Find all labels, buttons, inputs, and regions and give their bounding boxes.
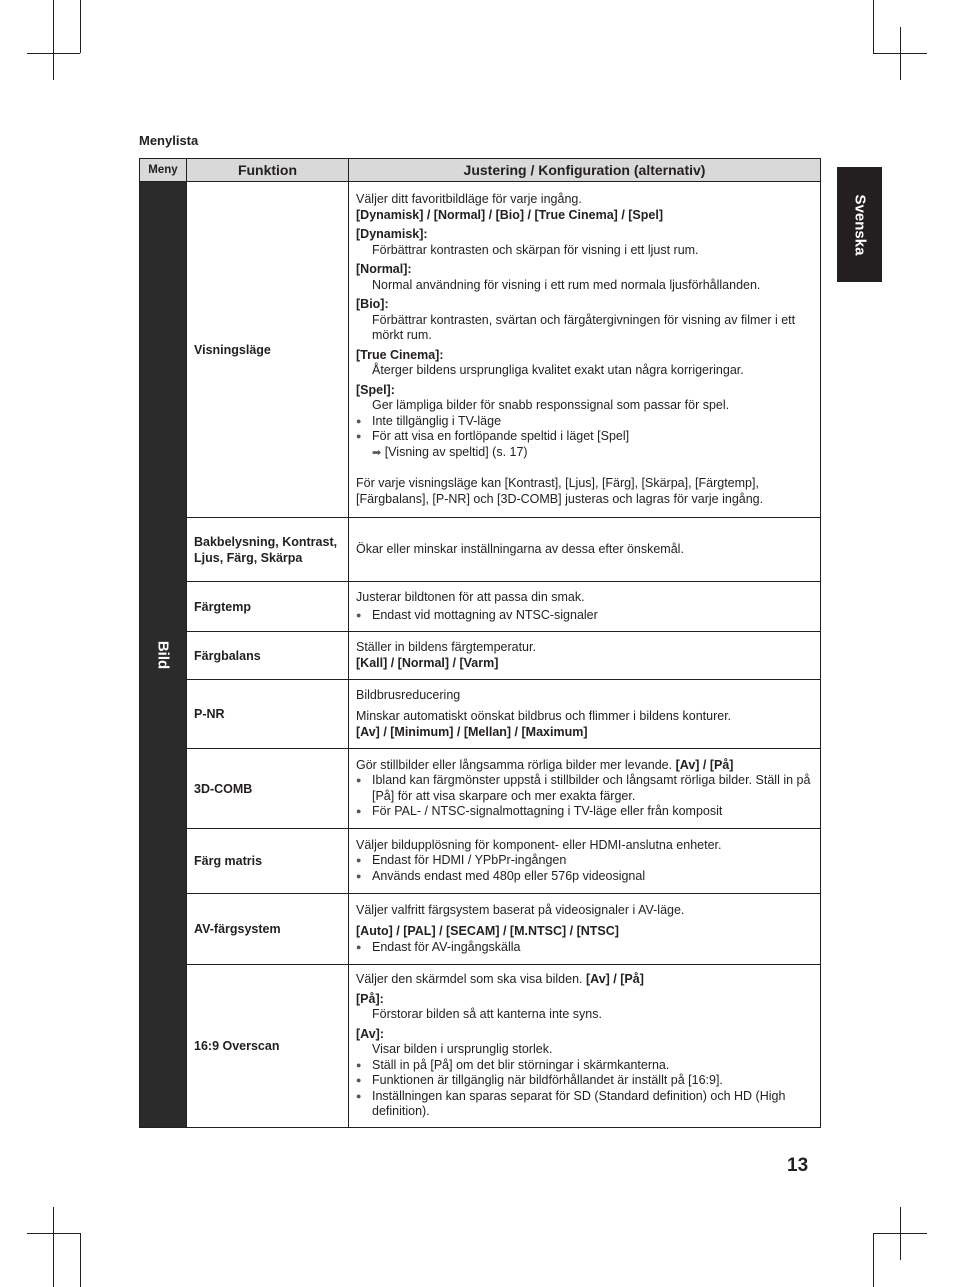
function-name: P-NR [187,680,349,749]
note-item: ● Endast för HDMI / YPbPr-ingången [356,853,813,869]
option-text: Återger bildens ursprungliga kvalitet exakt utan några korrigeringar. [372,363,744,377]
arrow-right-icon: ➡ [372,446,382,459]
description-text: Väljer bildupplösning för komponent- eller HDMI-anslutna enheter. [356,837,722,852]
options-text: [Kall] / [Normal] / [Varm] [356,655,499,670]
table-row [140,965,821,1128]
function-description [349,680,821,749]
crop-mark [873,53,927,54]
crop-mark [873,1233,874,1287]
function-description [349,894,821,965]
crop-mark [80,1233,81,1287]
table-row [140,894,821,965]
header-menu [140,159,187,182]
function-name: 3D-COMB [187,749,349,829]
section-title: Menylista [139,133,199,148]
table-row [140,680,821,749]
table-row [140,582,821,632]
note-item: ● Ibland kan färgmönster uppstå i stillbilder och långsamt rörliga bilder. Ställ in på [På] för att visa skarpare och mer exakta färger. [356,773,813,804]
note-item: ● Endast vid mottagning av NTSC-signaler [356,608,813,624]
crop-mark [27,53,80,54]
option-label: [På]: [356,991,384,1006]
function-description [349,829,821,894]
options-text: [Av] / [På] [585,972,644,987]
function-description [349,632,821,680]
header-menu-label: Meny [148,164,178,176]
description-line [356,972,813,988]
option-label: [Av]: [356,1026,385,1041]
option-text: Förbättrar kontrasten och skärpan för visning i ett ljust rum. [372,242,699,257]
crop-mark [873,0,874,53]
menu-label: Bild [154,640,172,669]
note-item: ● Inte tillgänglig i TV-läge [356,414,813,430]
header-adjustment: Justering / Konfiguration (alternativ) [349,159,821,182]
page-reference[interactable] [356,445,813,462]
function-name: Färgtemp [187,582,349,632]
function-description [349,518,821,582]
options-text: [Dynamisk] / [Normal] / [Bio] / [True Cinema] / [Spel] [356,207,663,222]
function-name: Visningsläge [187,182,349,518]
description-text: Minskar automatiskt oönskat bildbrus och flimmer i bildens konturer. [356,709,732,724]
table-row [140,518,821,582]
function-name: Färg matris [187,829,349,894]
description-text: Ökar eller minskar inställningarna av dessa efter önskemål. [356,541,684,556]
function-name: Bakbelysning, Kontrast, Ljus, Färg, Skärpa [187,518,349,582]
option-label: [True Cinema]: [356,347,444,362]
function-description [349,182,821,518]
description-text: Gör stillbilder eller långsamma rörliga bilder mer levande. [356,757,673,772]
option-label: [Normal]: [356,262,412,276]
table-row [140,829,821,894]
language-tab-label: Svenska [851,194,868,255]
note-item: ● Endast för AV-ingångskälla [356,940,813,956]
description-subtitle: Bildbrusreducering [356,687,461,702]
note-item: ● För att visa en fortlöpande speltid i läget [Spel] [356,429,813,445]
note-item: ● Funktionen är tillgänglig när bildförhållandet är inställt på [16:9]. [356,1073,813,1089]
crop-mark [53,0,54,80]
description-line [356,758,813,774]
option-text: Ger lämpliga bilder för snabb responssignal som passar för spel. [372,398,730,412]
page-reference-text: [Visning av speltid] (s. 17) [384,444,528,459]
option-label: [Spel]: [356,382,395,397]
description-text: Väljer valfritt färgsystem baserat på videosignaler i AV-läge. [356,902,685,917]
crop-mark [53,1207,54,1287]
crop-mark [873,1233,927,1234]
description-text: Ställer in bildens färgtemperatur. [356,640,536,654]
footer-text: För varje visningsläge kan [Kontrast], [Ljus], [Färg], [Skärpa], [Färgtemp], [Färgbalans], [P-NR] och [3D-COMB] justeras och lagras för varje ingång. [356,476,764,506]
function-name: 16:9 Overscan [187,965,349,1128]
table-header-row [140,159,821,182]
option-text: Normal användning för visning i ett rum med normala ljusförhållanden. [372,277,761,292]
page-number: 13 [787,1155,809,1176]
options-text: [Av] / [Minimum] / [Mellan] / [Maximum] [356,724,588,739]
option-text: Förstorar bilden så att kanterna inte syns. [372,1007,602,1022]
menu-table [139,158,821,1128]
table-row [140,182,821,518]
options-text: [Av] / [På] [675,757,734,772]
option-label: [Bio]: [356,297,389,311]
note-item: ● Används endast med 480p eller 576p videosignal [356,869,813,885]
function-description [349,582,821,632]
description-text: Väljer ditt favoritbildläge för varje ingång. [356,192,582,206]
language-tab [837,167,882,282]
note-item: ● Inställningen kan sparas separat för SD (Standard definition) och HD (High definition). [356,1089,813,1120]
function-description [349,965,821,1128]
function-name: Färgbalans [187,632,349,680]
option-label: [Dynamisk]: [356,227,428,241]
table-row [140,749,821,829]
options-text: [Auto] / [PAL] / [SECAM] / [M.NTSC] / [NTSC] [356,924,619,939]
description-text: Justerar bildtonen för att passa din smak. [356,589,585,604]
crop-mark [80,0,81,53]
option-text: Visar bilden i ursprunglig storlek. [372,1042,553,1057]
option-text: Förbättrar kontrasten, svärtan och färgåtergivningen för visning av filmer i ett mörkt rum. [372,312,796,342]
note-item: ● För PAL- / NTSC-signalmottagning i TV-läge eller från komposit [356,804,813,820]
table-row [140,632,821,680]
header-function: Funktion [187,159,349,182]
function-description [349,749,821,829]
function-name: AV-färgsystem [187,894,349,965]
description-text: Väljer den skärmdel som ska visa bilden. [356,972,583,987]
note-item: ● Ställ in på [På] om det blir störningar i skärmkanterna. [356,1058,813,1074]
crop-mark [27,1233,80,1234]
menu-cell-bild [140,182,187,1128]
